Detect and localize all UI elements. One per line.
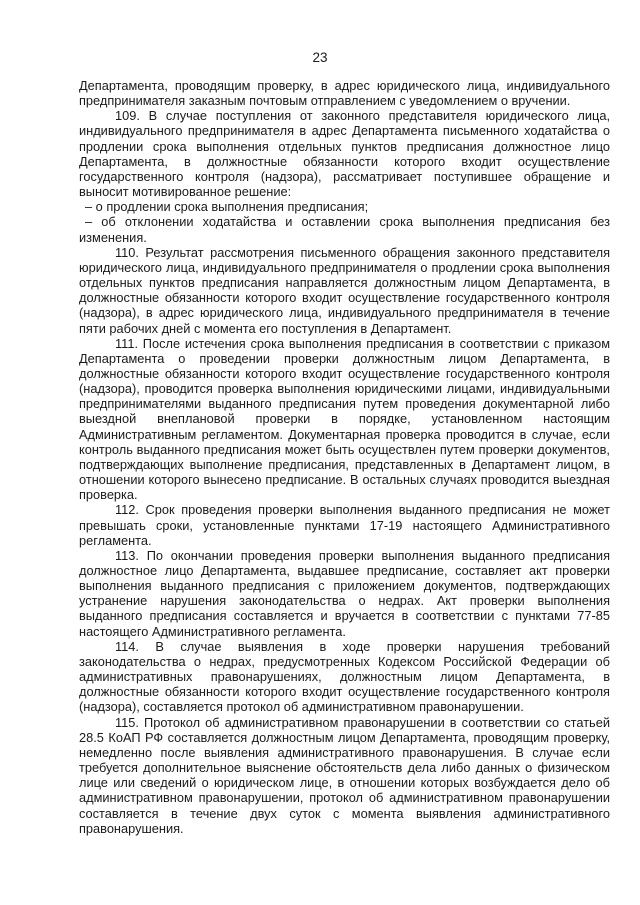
document-body [79, 78, 610, 836]
paragraph-continuation: Департамента, проводящим проверку, в адрес юридического лица, индивидуального предпринимателя заказным почтовым отправлением с уведомлением о вручении. [79, 78, 610, 109]
page-number: 23 [312, 50, 328, 65]
paragraph-113: 113. По окончании проведения проверки выполнения выданного предписания должностное лицо Департамента, выдавшее предписание, составляет акт проверки выполнения выданного предписания с приложением документов, подтверждающих устранение нарушения законодательства о недрах. Акт проверки выполнения выданного предписания составляется и вручается в соответствии с пунктами 77-85 настоящего Административного регламента. [79, 547, 610, 639]
paragraph-112: 112. Срок проведения проверки выполнения выданного предписания не может превышать сроки, установленные пунктами 17-19 настоящего Административного регламента. [79, 502, 610, 548]
paragraph-111: 111. После истечения срока выполнения предписания в соответствии с приказом Департамента о проведении проверки должностным лицом Департамента, в должностные обязанности которого входит осуществление государственного контроля (надзора), проводится проверка выполнения юридическими лицами, индивидуальными предпринимателями выданного предписания путем проведения документарной либо выездной внеплановой проверки в порядке, установленном настоящим Административным регламентом. Документарная проверка проводится в случае, если контроль выданного предписания может быть осуществлен путем проверки документов, подтверждающих выполнение предписания, представленных в Департамент лицом, в отношении которого вынесено предписание. В остальных случаях проводится выездная проверка. [79, 335, 610, 503]
paragraph-109: 109. В случае поступления от законного представителя юридического лица, индивидуального предпринимателя в адрес Департамента письменного ходатайства о продлении срока выполнения отдельных пунктов предписания должностное лицо Департамента, в должностные обязанности которого входит осуществление государственного контроля (надзора), рассматривает поступившее обращение и выносит мотивированное решение: [79, 108, 610, 200]
paragraph-114: 114. В случае выявления в ходе проверки нарушения требований законодательства о недрах, предусмотренных Кодексом Российской Федерации об административных правонарушениях, должностным лицом Департамента, в должностные обязанности которого входит осуществление государственного контроля (надзора), составляется протокол об административном правонарушении. [79, 638, 610, 715]
paragraph-115: 115. Протокол об административном правонарушении в соответствии со статьей 28.5 КоАП РФ составляется должностным лицом Департамента, проводящим проверку, немедленно после выявления административного правонарушения. В случае если требуется дополнительное выяснение обстоятельств дела либо данных о физическом лице или сведений о юридическом лице, в отношении которых возбуждается дело об административном правонарушении, протокол об административном правонарушении составляется в течение двух суток с момента выявления административного правонарушения. [79, 714, 610, 836]
list-item-extend: – о продлении срока выполнения предписания; [85, 199, 369, 215]
list-item-reject: – об отклонении ходатайства и оставлении срока выполнения предписания без изменения. [79, 214, 610, 245]
paragraph-110: 110. Результат рассмотрения письменного обращения законного представителя юридического лица, индивидуального предпринимателя о продлении срока выполнения отдельных пунктов предписания направляется должностным лицом Департамента, в должностные обязанности которого входит осуществление государственного контроля (надзора), в адрес юридического лица, индивидуального предпринимателя в течение пяти рабочих дней с момента его поступления в Департамент. [79, 244, 610, 336]
